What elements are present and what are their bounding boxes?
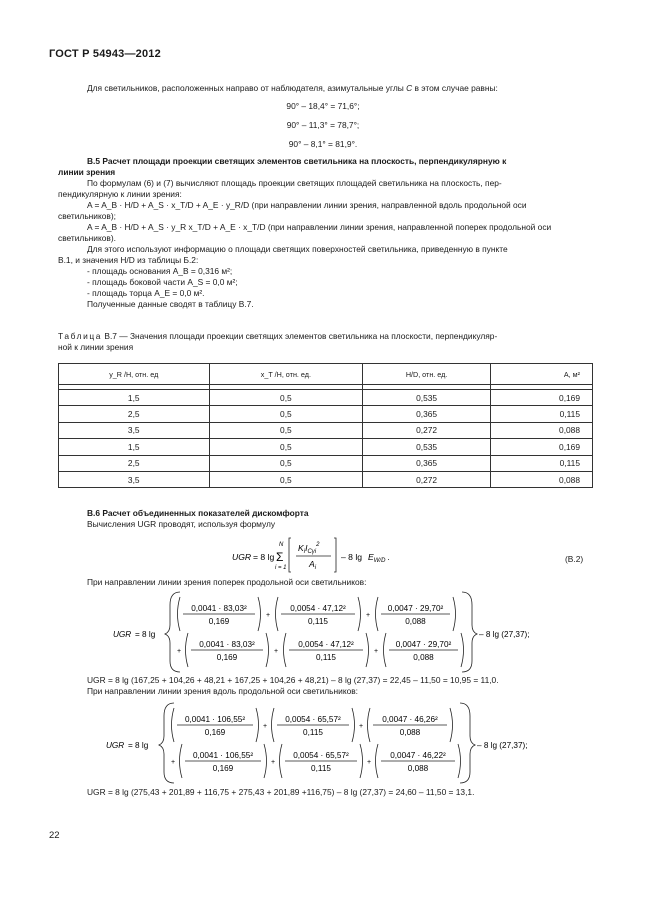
table-cell: 3,5 xyxy=(59,471,210,487)
table-caption-text: В.7 — Значения площади проекции светящих элементов светильника на плоскости, перпендикуляр- xyxy=(102,331,498,341)
svg-text:N: N xyxy=(279,542,284,548)
table-cell: 0,115 xyxy=(490,406,592,422)
section-b5-heading: В.5 Расчет площади проекции светящих элементов светильника на плоскость, перпендикулярную к xyxy=(87,156,507,166)
along-terms xyxy=(171,708,461,778)
table-cell: 2,5 xyxy=(59,406,210,422)
b6-paragraph-cross: При направлении линии зрения поперек продольной оси светильников: xyxy=(87,577,367,587)
term-denominator: 0,115 xyxy=(303,728,323,737)
plus-sign: + xyxy=(365,612,371,619)
intro-variable: С xyxy=(406,83,413,93)
term-numerator: 0,0054 · 65,57² xyxy=(285,715,341,724)
plus-sign: + xyxy=(366,759,372,766)
term-denominator: 0,115 xyxy=(311,764,331,773)
b5-formula-2-cont: светильников). xyxy=(58,233,116,243)
svg-text:KiICγi2: $K_iI_{C\gamma i}^2$ xyxy=(298,542,320,555)
table-cell: 0,5 xyxy=(209,390,363,406)
term-numerator: 0,0047 · 29,70² xyxy=(395,640,452,649)
intro-text: Для светильников, расположенных направо от наблюдателя, азимутальные углы xyxy=(87,83,407,93)
svg-text:= 8 lg: = 8 lg xyxy=(253,552,275,562)
term-denominator: 0,169 xyxy=(216,653,238,662)
table-cell: 0,272 xyxy=(363,422,491,438)
svg-text:UGR: UGR xyxy=(232,552,252,562)
table-cell: 0,5 xyxy=(209,455,363,471)
svg-text:UGR: UGR xyxy=(106,741,125,750)
cross-terms xyxy=(177,597,464,667)
term-numerator: 0,0047 · 46,26² xyxy=(382,715,438,724)
table-cell: 0,5 xyxy=(209,406,363,422)
term-numerator: 0,0047 · 46,22² xyxy=(390,751,446,760)
b5-paragraph-2: Для этого используют информацию о площади светящих поверхностей светильника, приведенную в пункте xyxy=(87,244,508,254)
b6-paragraph-1: Вычисления UGR проводят, используя формулу xyxy=(87,519,276,529)
section-b6-heading: В.6 Расчет объединенных показателей дискомфорта xyxy=(87,508,309,518)
svg-text:UGR: UGR xyxy=(113,630,132,639)
table-cell: 0,272 xyxy=(363,471,491,487)
table-cell: 0,365 xyxy=(363,455,491,471)
angle-1: 90° – 18,4° = 71,6°; xyxy=(286,101,360,111)
svg-text:Ai: $A_i$ xyxy=(309,559,317,571)
table-cell: 0,5 xyxy=(209,439,363,455)
cross-result: UGR = 8 lg (167,25 + 104,26 + 48,21 + 167,25 + 104,26 + 48,21) – 8 lg (27,37) = 22,45 – 11,50 = 10,95 = 11,0. xyxy=(87,675,499,685)
table-cell: 0,115 xyxy=(490,455,592,471)
term-numerator: 0,0041 · 83,03² xyxy=(199,640,255,649)
table-cell: 1,5 xyxy=(59,439,210,455)
term-denominator: 0,169 xyxy=(212,764,234,773)
plus-sign: + xyxy=(265,612,271,619)
angle-3: 90° – 8,1° = 81,9°. xyxy=(288,139,358,149)
term-denominator: 0,169 xyxy=(208,617,230,626)
plus-sign: + xyxy=(373,648,379,655)
table-header-yr: y_R /H, отн. ед xyxy=(59,364,210,385)
b6-paragraph-along: При направлении линии зрения вдоль продольной оси светильников: xyxy=(87,686,359,696)
b5-formula-2: A = A_B · H/D + A_S · y_R x_T/D + A_E · x_T/D (при направлении линии зрения, направленной поперек продольной оси xyxy=(87,222,552,232)
angle-2: 90° – 11,3° = 78,7°; xyxy=(286,120,360,130)
b5-formula-1: A = A_B · H/D + A_S · x_T/D + A_E · y_R/D (при направлении линии зрения, направленной вдоль продольной оси xyxy=(87,200,527,210)
table-caption-cont: ной к линии зрения xyxy=(58,342,134,352)
term-numerator: 0,0041 · 106,55² xyxy=(192,751,254,760)
svg-text:EW/D .: $E_{W/D}$ . xyxy=(368,552,391,564)
term-numerator: 0,0041 · 83,03² xyxy=(191,604,247,613)
table-cell: 0,169 xyxy=(490,439,592,455)
table-caption-label: Таблица xyxy=(58,331,103,341)
term-denominator: 0,169 xyxy=(204,728,226,737)
table-header-a: A, м² xyxy=(490,364,592,385)
b5-list-item-2: - площадь боковой части A_S = 0,0 м²; xyxy=(87,277,238,287)
ugr-along-formula xyxy=(106,703,528,783)
plus-sign: + xyxy=(177,648,182,655)
table-header-xt: x_T /H, отн. ед. xyxy=(209,364,363,385)
b5-paragraph-2-cont: В.1, и значения H/D из таблицы Б.2: xyxy=(58,255,199,265)
table-cell: 0,535 xyxy=(363,439,491,455)
table-cell: 0,365 xyxy=(363,406,491,422)
term-numerator: 0,0054 · 47,12² xyxy=(290,604,346,613)
plus-sign: + xyxy=(171,759,176,766)
term-denominator: 0,088 xyxy=(399,728,421,737)
page-number: 22 xyxy=(49,830,60,841)
table-cell: 0,088 xyxy=(490,471,592,487)
b5-list-item-3: - площадь торца A_E = 0,0 м². xyxy=(87,288,205,298)
table-cell: 2,5 xyxy=(59,455,210,471)
intro-text-end: в этом случае равны: xyxy=(412,83,498,93)
formula-number: (В.2) xyxy=(565,554,584,564)
term-numerator: 0,0041 · 106,55² xyxy=(184,715,246,724)
svg-text:= 8 lg: = 8 lg xyxy=(135,630,156,639)
document-header: ГОСТ Р 54943—2012 xyxy=(49,48,161,60)
term-numerator: 0,0054 · 65,57² xyxy=(293,751,349,760)
term-numerator: 0,0047 · 29,70² xyxy=(387,604,444,613)
term-denominator: 0,088 xyxy=(413,653,434,662)
table-cell: 0,169 xyxy=(490,390,592,406)
term-numerator: 0,0054 · 47,12² xyxy=(298,640,354,649)
b5-formula-1-cont: светильников); xyxy=(58,211,116,221)
svg-text:– 8 lg: – 8 lg xyxy=(341,552,363,562)
svg-text:i = 1: i = 1 xyxy=(275,565,287,571)
table-cell: 3,5 xyxy=(59,422,210,438)
term-denominator: 0,115 xyxy=(316,653,336,662)
b5-paragraph-3: Полученные данные сводят в таблицу В.7. xyxy=(87,299,254,309)
plus-sign: + xyxy=(270,759,276,766)
plus-sign: + xyxy=(273,648,279,655)
section-b5-heading-cont: линии зрения xyxy=(58,167,116,177)
table-cell: 0,088 xyxy=(490,422,592,438)
term-denominator: 0,115 xyxy=(308,617,328,626)
table-header-hd: H/D, отн. ед. xyxy=(363,364,491,385)
ugr-general-formula xyxy=(232,538,390,572)
cross-tail: – 8 lg (27,37); xyxy=(479,630,530,639)
plus-sign: + xyxy=(358,723,364,730)
svg-text:Σ: Σ xyxy=(276,550,284,564)
table-cell: 0,535 xyxy=(363,390,491,406)
b5-paragraph-1: По формулам (6) и (7) вычисляют площадь проекции светящих площадей светильника на плоскость, пер- xyxy=(87,178,502,188)
b5-paragraph-1-cont: пендикулярную к линии зрения: xyxy=(58,189,182,199)
svg-text:= 8 lg: = 8 lg xyxy=(128,741,149,750)
term-denominator: 0,088 xyxy=(405,617,426,626)
term-denominator: 0,088 xyxy=(407,764,429,773)
ugr-cross-formula xyxy=(113,592,530,672)
along-tail: – 8 lg (27,37); xyxy=(477,741,528,750)
table-cell: 0,5 xyxy=(209,422,363,438)
plus-sign: + xyxy=(262,723,268,730)
along-result: UGR = 8 lg (275,43 + 201,89 + 116,75 + 275,43 + 201,89 +116,75) – 8 lg (27,37) = 24,60 – 11,50 = 13,1. xyxy=(87,787,475,797)
b5-list-item-1: - площадь основания A_B = 0,316 м²; xyxy=(87,266,233,276)
table-cell: 0,5 xyxy=(209,471,363,487)
table-cell: 1,5 xyxy=(59,390,210,406)
